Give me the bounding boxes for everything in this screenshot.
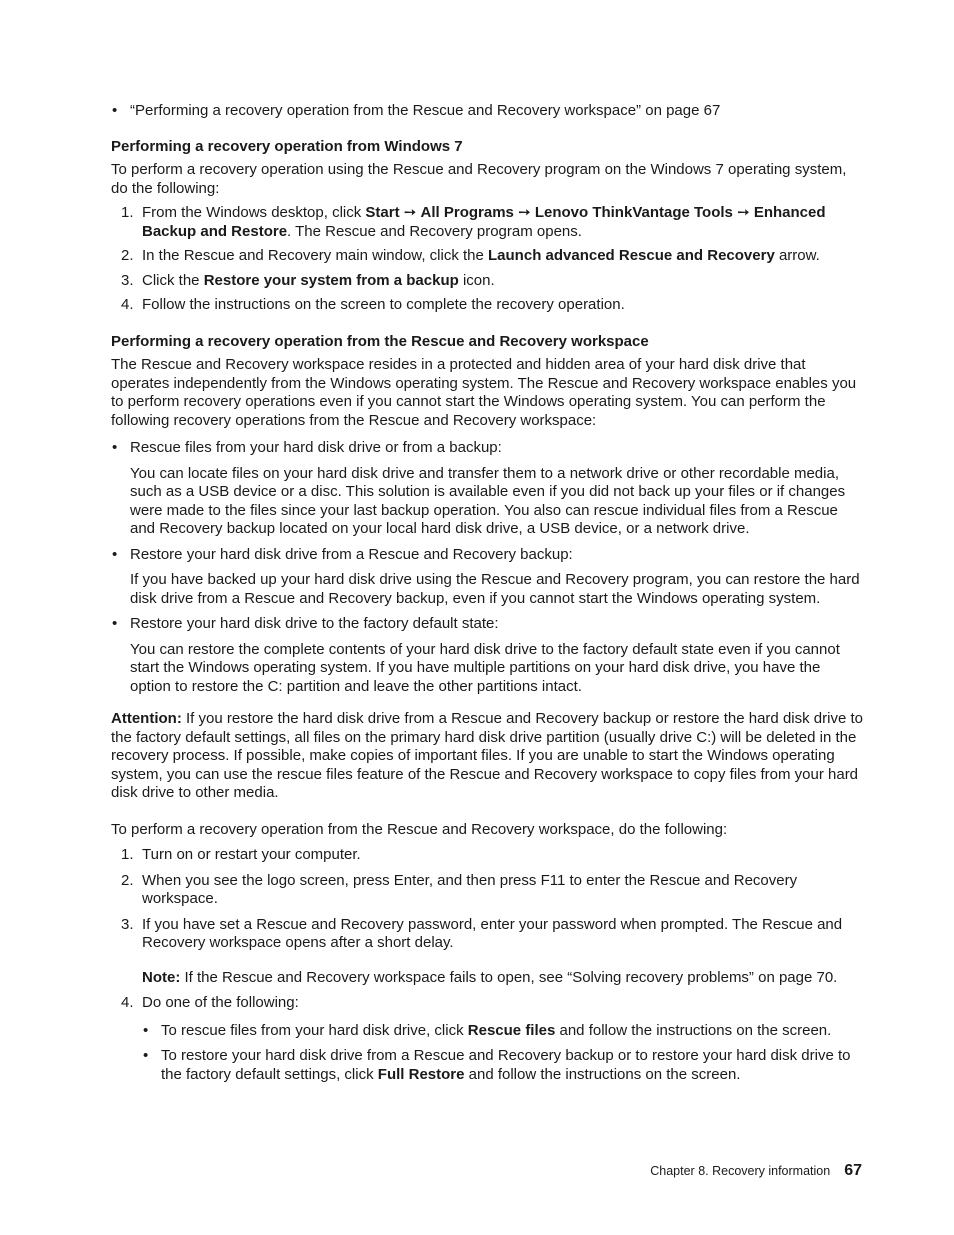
section-intro-workspace: The Rescue and Recovery workspace resides in a protected and hidden area of your hard disk drive that operates independently from the Windows operating system. The Rescue and Recovery workspace enables you to perform recovery operations even if you cannot start the Windows operating system. You can perform the following recovery operations from the Rescue and Recovery workspace: — [111, 356, 857, 429]
step-item: 4. Follow the instructions on the screen to complete the recovery operation. — [121, 296, 625, 313]
chapter-label: Chapter 8. Recovery information — [650, 1164, 831, 1178]
windows7-steps — [111, 204, 863, 315]
attention-label: Attention: — [111, 710, 182, 727]
step-item: 4. Do one of the following: — [121, 994, 299, 1011]
option-list — [142, 1022, 863, 1085]
arrow-right-icon: ➙ — [518, 204, 531, 221]
step-number: 2. — [121, 247, 134, 264]
step-number: 3. — [121, 915, 134, 933]
page-footer — [0, 1162, 862, 1181]
menu-start: Start — [365, 204, 400, 221]
section-heading-windows7: Performing a recovery operation from Windows 7 — [111, 137, 463, 155]
step-number: 4. — [121, 296, 134, 313]
attention-notice: Attention: If you restore the hard disk drive from a Rescue and Recovery backup or restore the hard disk drive to the factory default settings, all files on the primary hard disk drive partition (usually drive C:) will be deleted in the recovery process. If possible, make copies of important files. If you are unable to start the Windows operating system, you can use the rescue files feature of the Rescue and Recovery workspace to copy files from your hard disk drive to other media. — [111, 710, 863, 801]
crossref-link[interactable]: “Performing a recovery operation from the Rescue and Recovery workspace” on page 67 — [130, 102, 721, 119]
note: Note: If the Rescue and Recovery workspace fails to open, see “Solving recovery problems” on page 70. — [142, 968, 838, 986]
menu-all-programs: All Programs — [420, 204, 514, 221]
step-item: 1. From the Windows desktop, click Start ➙ All Programs ➙ Lenovo ThinkVantage Tools ➙ Enhanced Backup and Restore. The Rescue and Recovery program opens. — [121, 204, 826, 240]
full-restore-label: Full Restore — [377, 1065, 465, 1083]
list-item: • Restore your hard disk drive from a Rescue and Recovery backup: — [111, 546, 863, 565]
step-item: 2. In the Rescue and Recovery main window, click the Launch advanced Rescue and Recovery arrow. — [121, 247, 820, 264]
list-item-desc: You can locate files on your hard disk drive and transfer them to a network drive or other recordable media, such as a USB device or a disc. This solution is available even if you did not back up your files or if changes were made to the files since your last backup operation. You also can rescue individual files from a Rescue and Recovery backup located on your local hard disk drive, a USB device, or a network drive. — [130, 464, 846, 537]
list-item: • Restore your hard disk drive to the factory default state: — [111, 615, 863, 634]
step-item: 3. If you have set a Rescue and Recovery password, enter your password when prompted. The Rescue and Recovery workspace opens after a short delay. Note: If the Rescue and Recovery workspace fails to open, see “Solving recovery problems” on page 70. — [111, 916, 863, 988]
arrow-right-icon: ➙ — [403, 204, 417, 221]
step-number: 1. — [121, 846, 134, 863]
arrow-right-icon: ➙ — [737, 204, 750, 221]
step-item: 1. Turn on or restart your computer. — [121, 846, 361, 863]
step-number: 4. — [121, 994, 134, 1011]
document-page — [111, 102, 863, 1084]
option-item: • To restore your hard disk drive from a Rescue and Recovery backup or to restore your hard disk drive to the factory default settings, click Full Restore and follow the instructions on the screen. — [142, 1047, 863, 1084]
step-number: 2. — [121, 871, 134, 889]
list-item-desc: You can restore the complete contents of your hard disk drive to the factory default state even if you cannot start the Windows operating system. If you have multiple partitions on your hard disk drive, you have the option to restore the C: partition and leave the other partitions intact. — [130, 640, 840, 695]
menu-enhanced-backup: Enhanced Backup and Restore — [142, 204, 826, 240]
option-item: • To rescue files from your hard disk drive, click Rescue files and follow the instructions on the screen. — [142, 1022, 863, 1041]
list-item: • Rescue files from your hard disk drive or from a backup: — [111, 439, 863, 458]
section-heading-workspace: Performing a recovery operation from the Rescue and Recovery workspace — [111, 332, 649, 350]
page-number: 67 — [844, 1162, 862, 1179]
step-number: 3. — [121, 271, 134, 289]
note-label: Note: — [142, 968, 181, 986]
workspace-steps — [111, 846, 863, 1013]
rescue-files-label: Rescue files — [467, 1021, 556, 1039]
step-number: 1. — [121, 204, 134, 221]
menu-lenovo-tools: Lenovo ThinkVantage Tools — [534, 204, 733, 221]
procedure-intro: To perform a recovery operation from the Rescue and Recovery workspace, do the following: — [111, 820, 728, 838]
list-item-desc: If you have backed up your hard disk drive using the Rescue and Recovery program, you can restore the hard disk drive from a Rescue and Recovery backup, even if you cannot start the Windows operating system. — [130, 571, 860, 607]
crossref-bullet — [111, 102, 863, 121]
step-item: 3. Click the Restore your system from a backup icon. — [121, 271, 495, 289]
section-intro-windows7: To perform a recovery operation using the Rescue and Recovery program on the Windows 7 operating system, do the following: — [111, 161, 847, 197]
step-item: 2. When you see the logo screen, press Enter, and then press F11 to enter the Rescue and Recovery workspace. — [121, 871, 798, 907]
